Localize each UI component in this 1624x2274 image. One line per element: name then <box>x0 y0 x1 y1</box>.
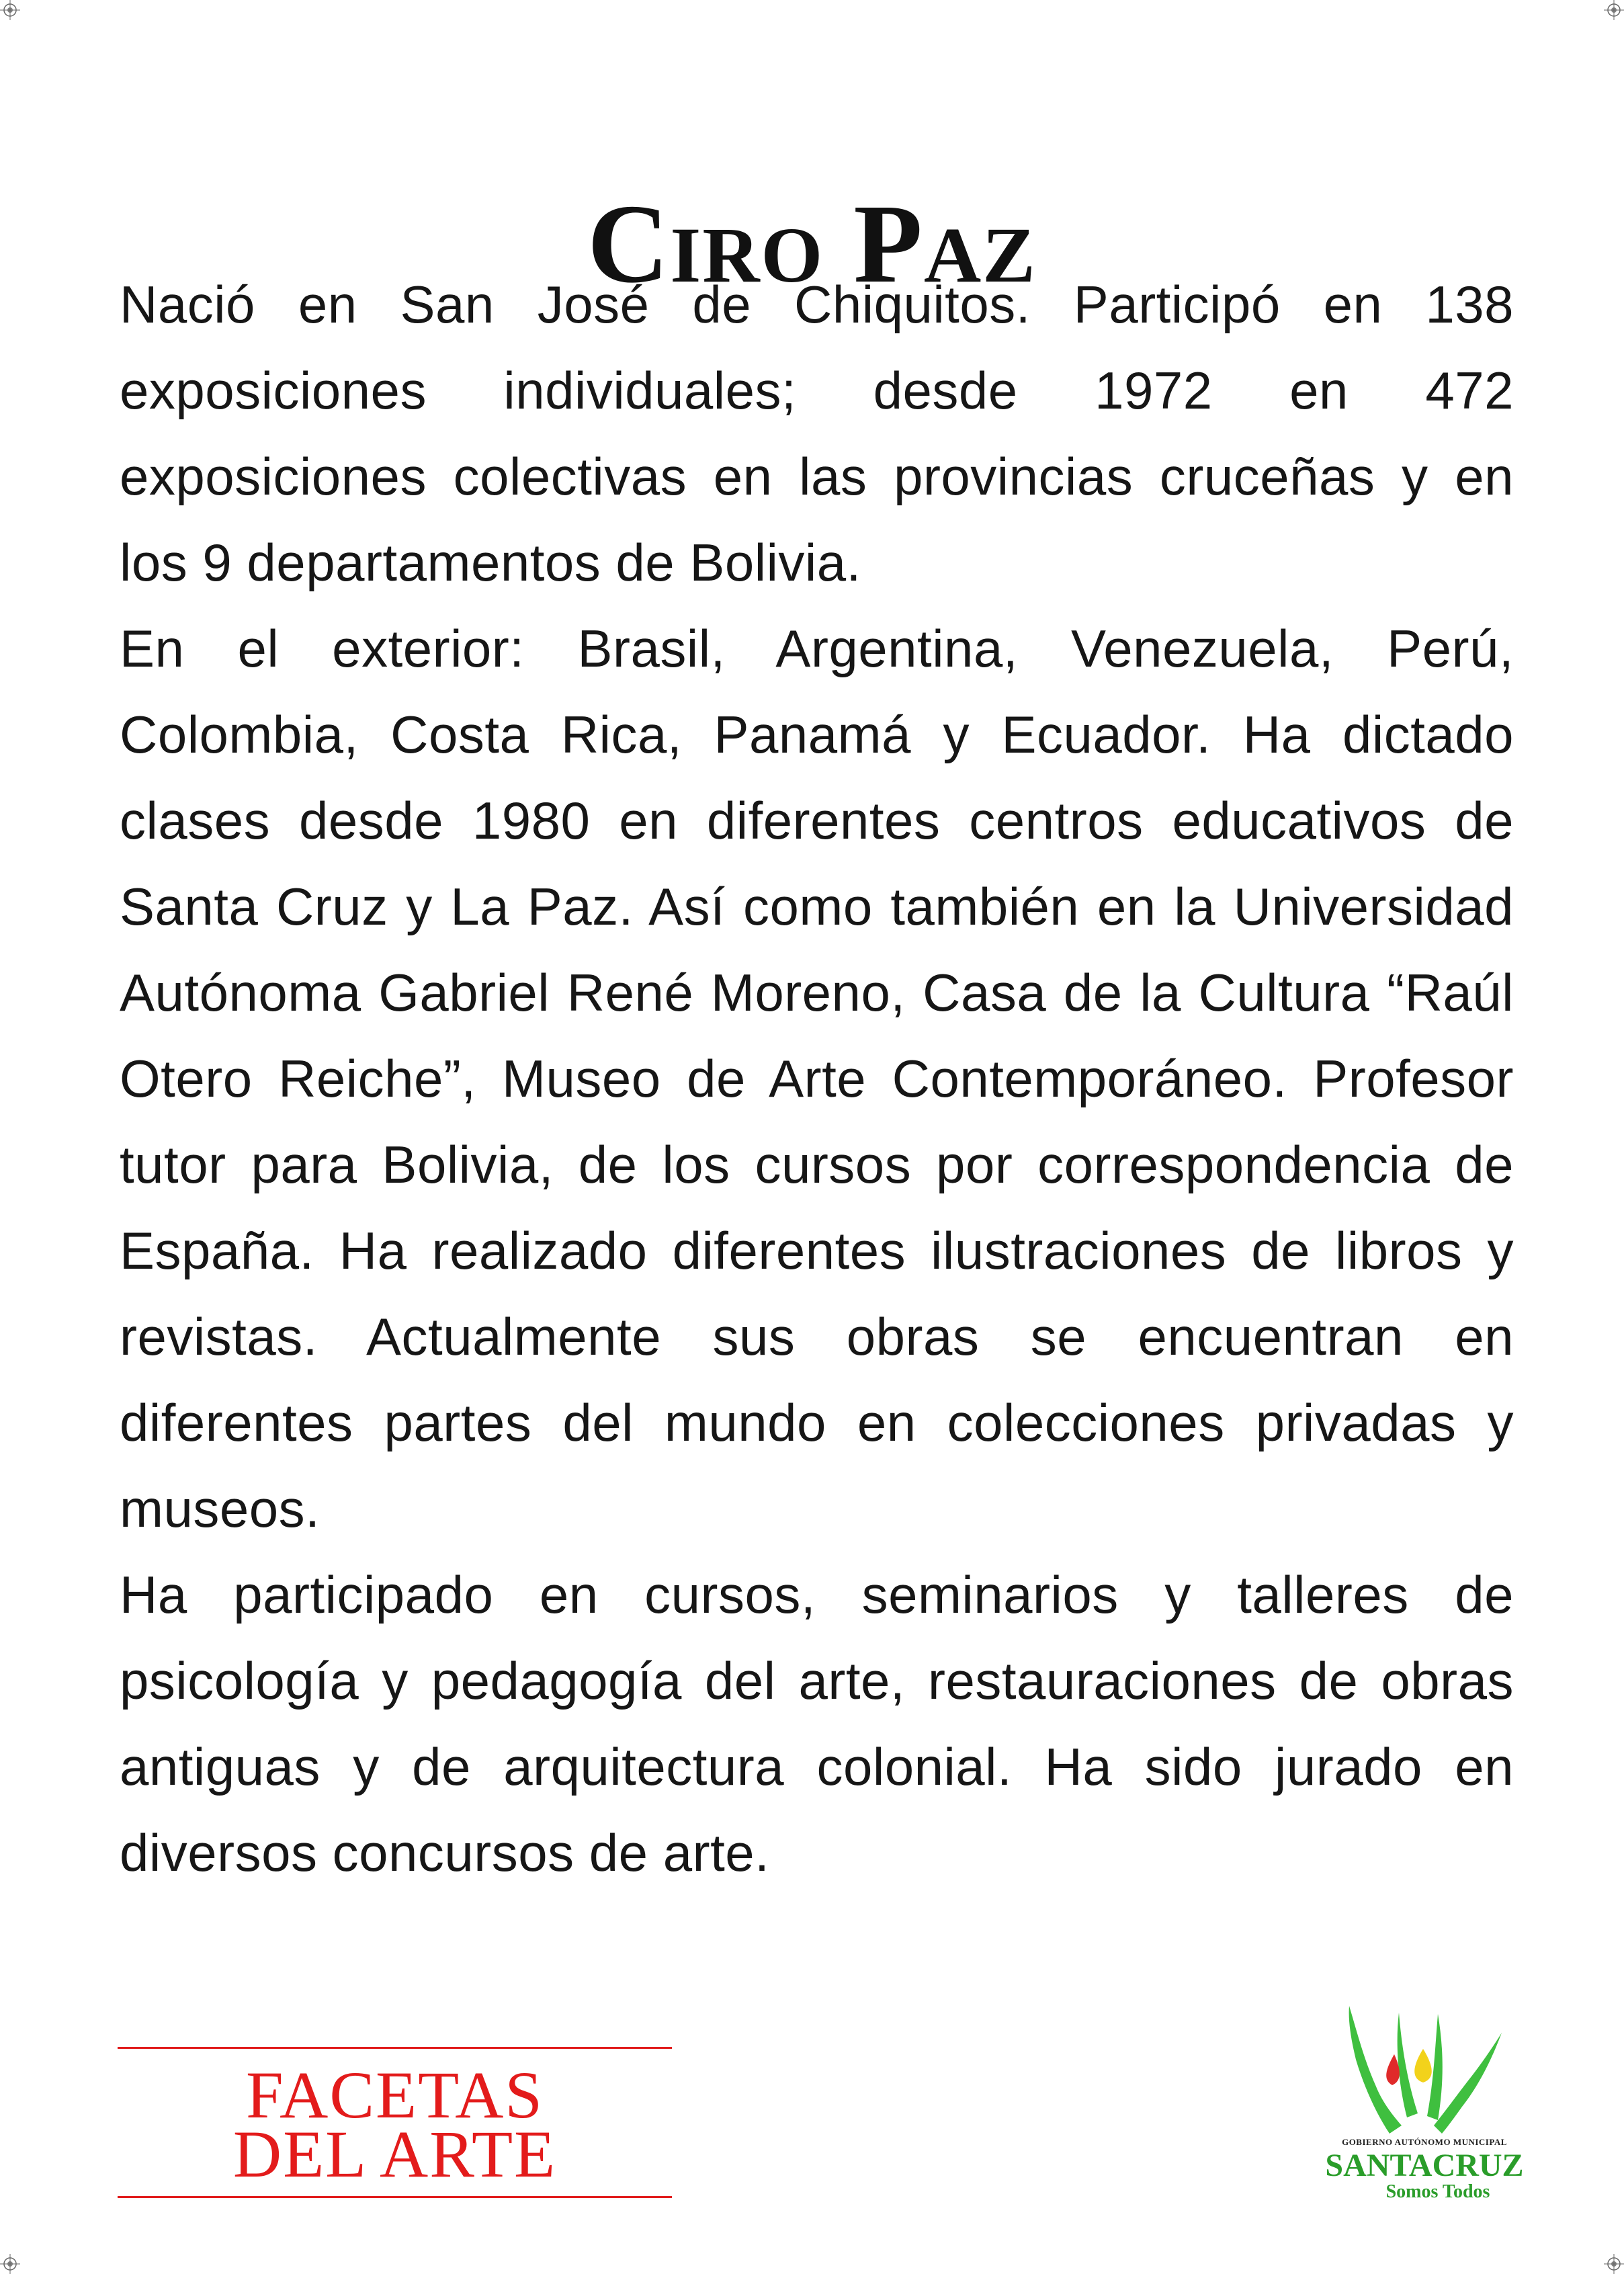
santa-cruz-government-logo <box>1324 2006 1525 2207</box>
divider <box>118 2047 672 2049</box>
paragraph: Ha participado en cursos, seminarios y talleres de psicología y pedagogía del arte, restauraciones de obras antiguas y de arquitectura colonial. Ha sido jurado en diversos concursos de arte. <box>120 1565 1514 1882</box>
logo-brand-text: SANTACRUZ <box>1325 2148 1524 2183</box>
logo-government-text: GOBIERNO AUTÓNOMO MUNICIPAL <box>1342 2137 1507 2147</box>
santa-cruz-emblem-icon <box>1337 2006 1512 2144</box>
divider <box>118 2196 672 2198</box>
paragraph: Nació en San José de Chiquitos. Participó en 138 exposiciones individuales; desde 1972 en 472 exposiciones colectivas en las provincias cruceñas y en los 9 departamentos de Bolivia. <box>120 275 1514 592</box>
registration-mark-icon <box>1604 2254 1624 2274</box>
logo-motto-text: Somos Todos <box>1385 2181 1490 2202</box>
registration-mark-icon <box>1604 0 1624 20</box>
registration-mark-icon <box>0 0 20 20</box>
facetas-del-arte-logo <box>118 2047 672 2197</box>
facetas-line-2: DEL ARTE <box>232 2117 557 2191</box>
page-title: Ciro Paz <box>587 181 1037 306</box>
biography-text <box>120 261 1514 1896</box>
paragraph: En el exterior: Brasil, Argentina, Venezuela, Perú, Colombia, Costa Rica, Panamá y Ecuador. Ha dictado clases desde 1980 en diferentes centros educativos de Santa Cruz y La Paz. Así como también en la Universidad Autónoma Gabriel René Moreno, Casa de la Cultura “Raúl Otero Reiche”, Museo de Arte Contemporáneo. Profesor tutor para Bolivia, de los cursos por correspondencia de España. Ha realizado diferentes ilustraciones de libros y revistas. Actualmente sus obras se encuentran en diferentes partes del mundo en colecciones privadas y museos. <box>120 619 1514 1538</box>
registration-mark-icon <box>0 2254 20 2274</box>
facetas-line-1: FACETAS <box>245 2058 544 2132</box>
